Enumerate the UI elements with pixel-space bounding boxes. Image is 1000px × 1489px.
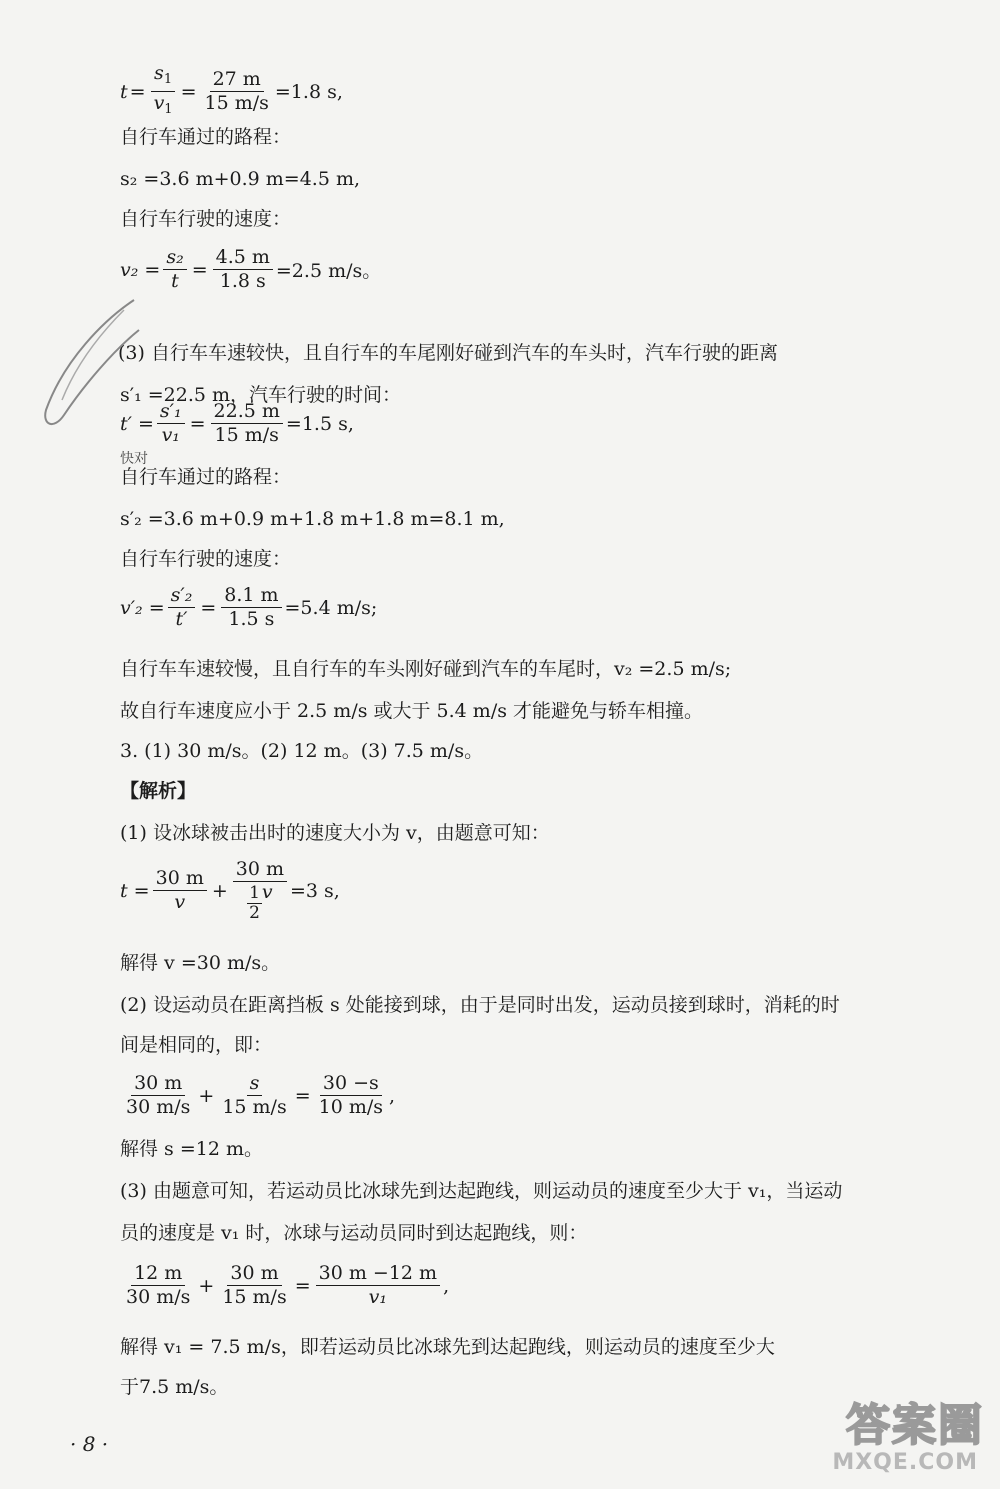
text-line: s′₁ =22.5 m，汽车行驶的时间： [120,384,402,406]
stamp-text: 快对 [120,451,148,467]
text-line: 于7.5 m/s。 [120,1376,229,1398]
fraction: $\frac{8.1 m}{1.5 s}$ [221,584,281,631]
equation-speed-prime: v′₂ = $\frac{\text{s′₂}}{t'}$ = $\frac{8.1 m}{1.5 s}$ =5.4 m/s; [120,584,378,630]
fraction: $\frac{\text{s₂}}{t}$ [163,246,186,293]
text-line: 故自行车速度应小于 2.5 m/s 或大于 5.4 m/s 才能避免与轿车相撞。 [120,700,704,722]
result-text: =1.5 s, [285,412,354,435]
fraction: $\frac{30 m}{15 m/s}$ [222,1262,287,1308]
text-line: 自行车行驶的速度： [120,548,292,570]
text-line: 自行车车速较慢，且自行车的车头刚好碰到汽车的车尾时，v₂ =2.5 m/s; [120,658,732,680]
text-line: (1) 设冰球被击出时的速度大小为 v，由题意可知： [120,822,550,844]
fraction: $\frac{\text{s′₁}}{\text{v₁}}$ [157,400,185,447]
fraction: $\frac{30 -s}{10 m/s}$ [318,1072,384,1118]
text-line: 间是相同的，即： [120,1034,273,1056]
fraction: $\frac{30 m}{30 m/s}$ [126,1072,191,1118]
fraction: $\frac{\text{s′₂}}{t'}$ [168,584,196,631]
result-text: =5.4 m/s; [284,596,378,619]
text-line: 解得 s =12 m。 [120,1138,263,1160]
text-line: (2) 设运动员在距离挡板 s 处能接到球，由于是同时出发，运动员接到球时，消耗的时 [120,994,840,1016]
equation-line: s₂ =3.6 m+0.9 m=4.5 m, [120,168,361,190]
result-text: =1.8 s, [274,80,343,103]
equation-athlete: $\frac{30 m}{30 m/s}$ + $\frac{s}{15 m/s}$ = $\frac{30 -s}{10 m/s}$ , [120,1072,395,1119]
pen-mark-icon [34,290,144,440]
result-text: =2.5 m/s。 [275,260,382,282]
answer-line: 3. (1) 30 m/s。(2) 12 m。(3) 7.5 m/s。 [120,740,484,762]
equation-puck-time: t = $\frac{30 m}{v}$ + 30 m $\frac{1}{2}$ v =3 s, [120,858,340,923]
fraction: 30 m $\frac{1}{2}$ v [233,858,287,923]
equation-time-prime: t′ = $\frac{\text{s′₁}}{\text{v₁}}$ = $\frac{22.5 m}{15 m/s}$ =1.5 s, [120,400,354,446]
fraction: $\frac{22.5 m}{15 m/s}$ [211,400,283,447]
equation-speed: v₂ = $\frac{\text{s₂}}{t}$ = $\frac{4.5 m}{1.8 s}$ =2.5 m/s。 [120,246,382,292]
page-number: · 8 · [70,1432,109,1456]
text-line: 自行车通过的路程： [120,126,292,148]
text-line: 解得 v₁ = 7.5 m/s，即若运动员比冰球先到达起跑线，则运动员的速度至少大 [120,1336,775,1358]
watermark-url: MXQE.COM [832,1450,978,1475]
analysis-heading: 【解析】 [120,780,197,802]
fraction: $\frac{4.5 m}{1.8 s}$ [213,246,273,293]
equation-line: s′₂ =3.6 m+0.9 m+1.8 m+1.8 m=8.1 m, [120,508,505,530]
text-line: 自行车行驶的速度： [120,208,292,230]
punctuation: , [389,1084,396,1107]
fraction-s1-v1: $\frac{s_1}{v_1}$ [151,62,176,121]
text-line: (3) 由题意可知，若运动员比冰球先到达起跑线，则运动员的速度至少大于 v₁，当运动 [120,1180,843,1202]
result-text: =3 s, [290,879,340,902]
var-t: t [120,80,128,103]
text-line: 自行车通过的路程： [120,466,292,488]
punctuation: , [443,1274,450,1297]
text-line: 解得 v =30 m/s。 [120,952,281,974]
fraction: $\frac{30 m}{v}$ [153,867,207,914]
fraction: $\frac{s}{15 m/s}$ [222,1072,287,1118]
watermark-logo [794,1389,984,1475]
text-line: 员的速度是 v₁ 时，冰球与运动员同时到达起跑线，则： [120,1222,588,1244]
equation-athlete-speed: $\frac{12 m}{30 m/s}$ + $\frac{30 m}{15 m/s}$ = $\frac{30 m -12 m}{\text{v₁}}$ , [120,1262,449,1309]
fraction-27m-15ms: $\frac{27 m}{15 m/s}$ [204,68,269,114]
text-line: (3) 自行车车速较快，且自行车的车尾刚好碰到汽车的车头时，汽车行驶的距离 [118,342,778,364]
fraction: $\frac{30 m -12 m}{\text{v₁}}$ [316,1262,440,1309]
watermark-title: 答案圈 [846,1400,984,1451]
fraction: $\frac{12 m}{30 m/s}$ [126,1262,191,1308]
equation-time: t = $\frac{s_1}{v_1}$ = $\frac{27 m}{15 m/s}$ =1.8 s, [120,62,343,121]
